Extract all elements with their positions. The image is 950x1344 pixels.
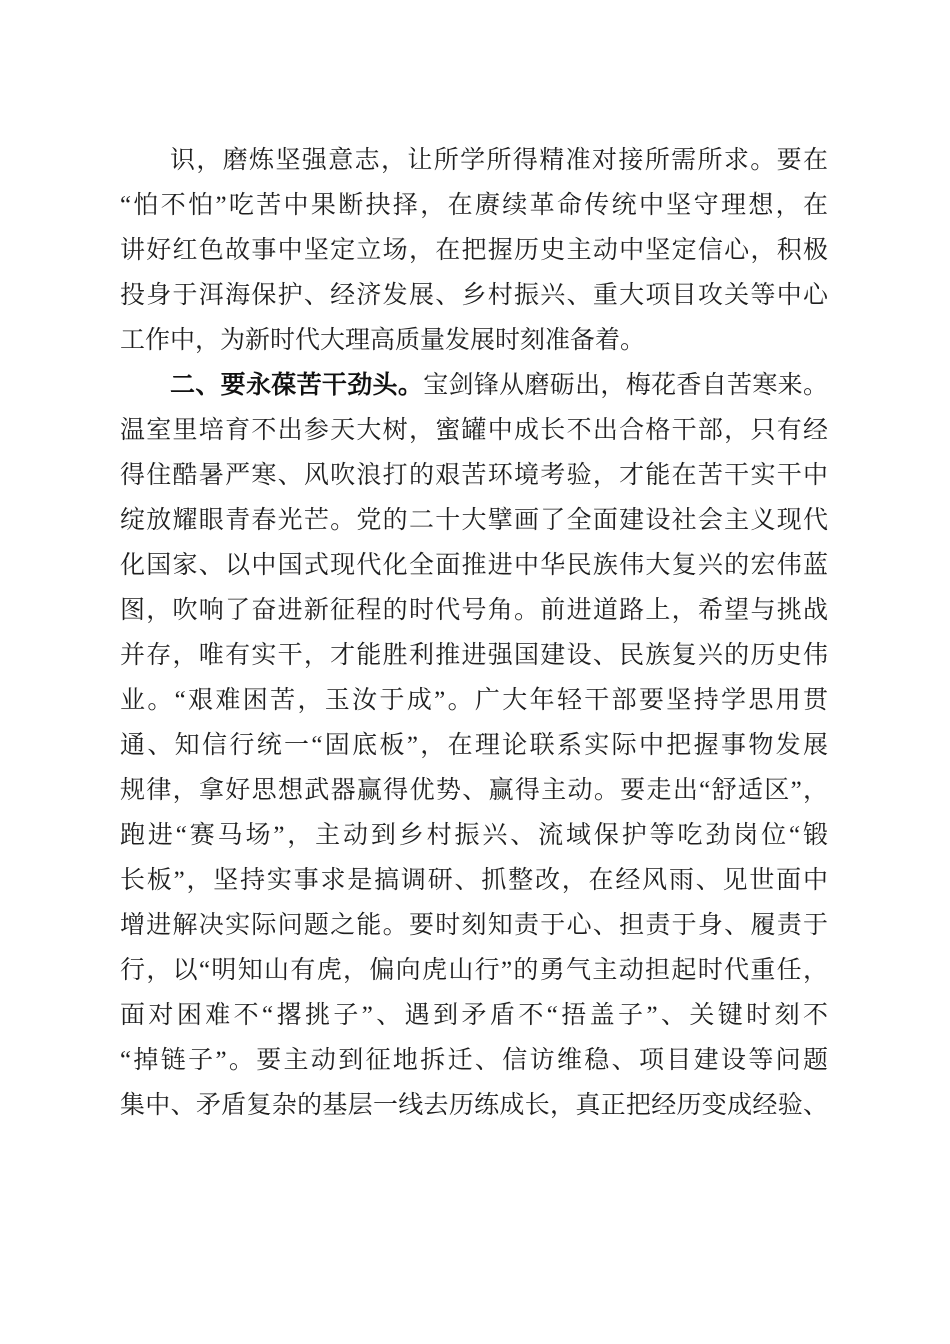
text-line (120, 993, 828, 1038)
text-run: 识，磨炼坚强意志，让所学所得精准对接所需所求。要在 (170, 147, 828, 174)
text-line (120, 858, 828, 903)
text-run: 并存，唯有实干，才能胜利推进强国建设、民族复兴的历史伟 (120, 642, 828, 669)
text-run: 行，以“明知山有虎，偏向虎山行”的勇气主动担起时代重任， (120, 957, 828, 984)
text-line (120, 588, 828, 633)
text-line (120, 363, 828, 408)
text-run: 面对困难不“撂挑子”、遇到矛盾不“捂盖子”、关键时刻不 (120, 1002, 828, 1029)
text-run: “掉链子”。要主动到征地拆迁、信访维稳、项目建设等问题 (120, 1047, 828, 1074)
text-line (120, 498, 828, 543)
text-line (120, 228, 828, 273)
text-line (120, 183, 828, 228)
text-line (120, 903, 828, 948)
text-line (120, 1083, 828, 1128)
text-line (120, 408, 828, 453)
text-run: 增进解决实际问题之能。要时刻知责于心、担责于身、履责于 (120, 912, 828, 939)
text-run: 讲好红色故事中坚定立场，在把握历史主动中坚定信心，积极 (120, 237, 828, 264)
text-line (120, 453, 828, 498)
text-run: “怕不怕”吃苦中果断抉择，在赓续革命传统中坚守理想，在 (120, 192, 828, 219)
text-run: 长板”，坚持实事求是搞调研、抓整改，在经风雨、见世面中 (120, 867, 828, 894)
text-line (120, 813, 828, 858)
text-run: 得住酷暑严寒、风吹浪打的艰苦环境考验，才能在苦干实干中 (120, 462, 828, 489)
text-line (120, 1038, 828, 1083)
text-run: 集中、矛盾复杂的基层一线去历练成长，真正把经历变成经验、 (120, 1092, 828, 1119)
text-run: 规律，拿好思想武器赢得优势、赢得主动。要走出“舒适区”， (120, 777, 828, 804)
text-run: 宝剑锋从磨砺出，梅花香自苦寒来。 (423, 372, 828, 399)
text-run: 业。“艰难困苦，玉汝于成”。广大年轻干部要坚持学思用贯 (120, 687, 828, 714)
text-run: 通、知信行统一“固底板”，在理论联系实际中把握事物发展 (120, 732, 828, 759)
section-heading: 二、要永葆苦干劲头。 (170, 372, 424, 399)
text-line (120, 633, 828, 678)
text-run: 跑进“赛马场”，主动到乡村振兴、流域保护等吃劲岗位“锻 (120, 822, 828, 849)
text-run: 绽放耀眼青春光芒。党的二十大擘画了全面建设社会主义现代 (120, 507, 828, 534)
text-line (120, 678, 828, 723)
text-line (120, 138, 828, 183)
text-body (120, 138, 828, 1128)
text-run: 化国家、以中国式现代化全面推进中华民族伟大复兴的宏伟蓝 (120, 552, 828, 579)
text-run: 工作中，为新时代大理高质量发展时刻准备着。 (120, 327, 646, 354)
text-line (120, 273, 828, 318)
text-run: 投身于洱海保护、经济发展、乡村振兴、重大项目攻关等中心 (120, 282, 828, 309)
text-line (120, 768, 828, 813)
text-line (120, 723, 828, 768)
text-line (120, 318, 828, 363)
text-line (120, 543, 828, 588)
text-line (120, 948, 828, 993)
text-run: 图，吹响了奋进新征程的时代号角。前进道路上，希望与挑战 (120, 597, 828, 624)
text-run: 温室里培育不出参天大树，蜜罐中成长不出合格干部，只有经 (120, 417, 828, 444)
